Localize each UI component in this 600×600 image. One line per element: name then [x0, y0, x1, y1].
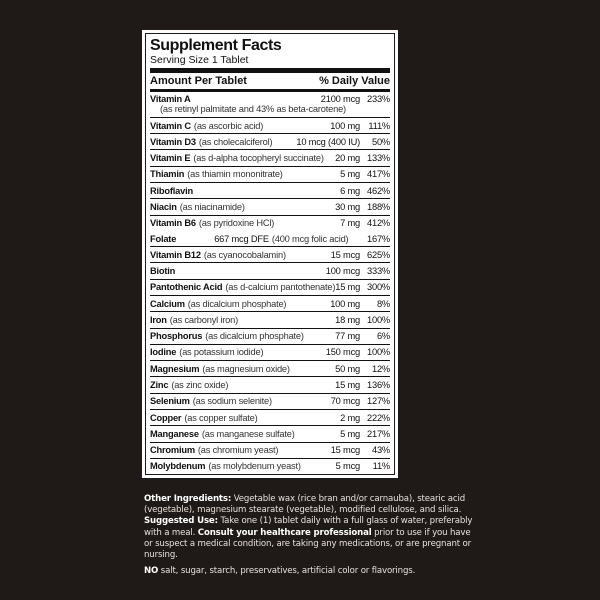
nutrient-row — [150, 345, 390, 361]
nutrient-name: Copper — [150, 412, 182, 423]
nutrient-name: Calcium — [150, 298, 185, 309]
nutrient-amount: 77 mg — [335, 331, 360, 342]
nutrient-dv: 217% — [367, 428, 390, 439]
nutrient-name: Biotin — [150, 266, 176, 277]
nutrient-dv: 167% — [367, 233, 390, 244]
no-label: NO — [144, 566, 159, 577]
suggested-use-text: Take one (1) tablet daily with a full glass of water, preferably with a meal. — [144, 516, 473, 538]
nutrient-row — [150, 459, 390, 474]
nutrient-amount: 100 mg — [330, 298, 360, 309]
nutrient-dv: 127% — [367, 396, 390, 407]
nutrient-source: (as sodium selenite) — [192, 396, 272, 407]
nutrient-name: Zinc — [150, 380, 169, 391]
nutrient-name: Vitamin D3 — [150, 136, 196, 147]
free-from-paragraph — [144, 566, 474, 577]
nutrient-name: Folate — [150, 233, 177, 244]
nutrient-row — [150, 443, 390, 459]
nutrient-dv: 188% — [367, 201, 390, 212]
nutrient-dv: 12% — [371, 363, 390, 374]
nutrient-source: (as molybdenum yeast) — [208, 461, 301, 472]
header-daily-value: % Daily Value — [319, 75, 390, 87]
nutrient-name: Vitamin C — [150, 120, 191, 131]
nutrient-dv: 625% — [367, 249, 390, 260]
nutrient-name: Chromium — [150, 445, 195, 456]
nutrient-row — [150, 280, 390, 296]
nutrient-dv: 133% — [367, 153, 390, 164]
nutrient-amount: 7 mg — [340, 218, 360, 229]
serving-size: Serving Size 1 Tablet — [150, 54, 390, 73]
nutrient-dv: 43% — [371, 445, 390, 456]
nutrient-name: Phosphorus — [150, 331, 203, 342]
nutrient-source: (as thiamin mononitrate) — [187, 169, 283, 180]
nutrient-amount: 667 mcg DFE — [214, 233, 269, 244]
other-ingredients-label: Other Ingredients: — [144, 494, 232, 504]
nutrient-row — [150, 426, 390, 442]
nutrient-row — [150, 263, 390, 279]
nutrient-amount: 6 mg — [340, 185, 360, 196]
nutrient-source: (as d-alpha tocopheryl succinate) — [193, 153, 324, 164]
nutrient-name: Vitamin B6 — [150, 218, 196, 229]
nutrient-name: Pantothenic Acid — [150, 282, 223, 293]
nutrient-source: (as dicalcium phosphate) — [187, 298, 287, 309]
label-notes — [144, 494, 474, 582]
nutrient-name: Vitamin E — [150, 153, 191, 164]
nutrient-source: (as chromium yeast) — [197, 445, 279, 456]
nutrient-row — [150, 183, 390, 199]
nutrient-name: Thiamin — [150, 169, 185, 180]
nutrient-source: (as niacinamide) — [179, 201, 245, 212]
nutrient-dv: 100% — [367, 314, 390, 325]
nutrient-row-folate — [150, 231, 390, 247]
nutrient-name: Iodine — [150, 347, 177, 358]
nutrient-row — [150, 394, 390, 410]
nutrient-dv: 8% — [376, 298, 390, 309]
nutrient-name: Magnesium — [150, 363, 200, 374]
nutrient-amount: 5 mg — [340, 428, 360, 439]
nutrient-source: (as pyridoxine HCl) — [198, 218, 275, 229]
nutrient-row — [150, 150, 390, 166]
nutrient-amount: 70 mcg — [330, 396, 360, 407]
nutrient-name: Selenium — [150, 396, 190, 407]
nutrient-amount: 5 mg — [340, 169, 360, 180]
other-ingredients-text: Vegetable wax (rice bran and/or carnauba), stearic acid (vegetable), magnesium stearate (vegetable), modified cellulose, and silica. — [144, 494, 466, 516]
nutrient-row — [150, 247, 390, 263]
nutrient-source: (as carbonyl iron) — [169, 314, 238, 325]
nutrient-source: (as d-calcium pantothenate) — [225, 282, 336, 293]
nutrient-dv: 100% — [367, 347, 390, 358]
nutrient-dv: 412% — [367, 218, 390, 229]
nutrient-amount: 100 mg — [330, 120, 360, 131]
nutrient-row — [150, 199, 390, 215]
table-header — [150, 73, 390, 92]
nutrient-row — [150, 361, 390, 377]
nutrient-row-vitamin-a — [150, 92, 390, 118]
supplement-facts-panel — [142, 30, 398, 478]
nutrient-name: Molybdenum — [150, 461, 206, 472]
nutrient-amount: 30 mg — [335, 201, 360, 212]
nutrient-row — [150, 118, 390, 134]
nutrient-row — [150, 167, 390, 183]
nutrient-amount: 15 mcg — [330, 445, 360, 456]
nutrient-name: Vitamin A — [150, 94, 191, 105]
nutrient-amount: 50 mg — [335, 363, 360, 374]
nutrient-dv: 11% — [372, 461, 390, 472]
nutrient-dv: 417% — [367, 169, 390, 180]
nutrient-amount: 100 mcg — [325, 266, 360, 277]
nutrient-amount: 15 mg — [335, 282, 361, 293]
nutrient-name: Vitamin B12 — [150, 249, 201, 260]
nutrient-source: (400 mcg folic acid) — [271, 233, 349, 244]
nutrient-row — [150, 312, 390, 328]
nutrient-amount: 15 mg — [335, 380, 360, 391]
consult-text: prior to use if you have or suspect a medical condition, are taking any medications, or are pregnant or nursing. — [144, 527, 472, 561]
consult-label: Consult your healthcare professional — [197, 527, 372, 538]
nutrient-source: (as retinyl palmitate and 43% as beta-carotene) — [160, 104, 346, 115]
nutrient-row — [150, 329, 390, 345]
nutrient-row — [150, 377, 390, 393]
nutrient-amount: 2 mg — [340, 412, 360, 423]
nutrient-dv: 462% — [367, 185, 390, 196]
nutrient-row — [150, 216, 390, 231]
nutrient-source: (as cyanocobalamin) — [203, 249, 286, 260]
nutrient-source: (as dicalcium phosphate) — [205, 331, 304, 342]
header-amount: Amount Per Tablet — [150, 75, 247, 87]
nutrient-source: (as zinc oxide) — [171, 380, 229, 391]
nutrient-dv: 222% — [367, 412, 390, 423]
nutrient-source: (as potassium iodide) — [179, 347, 264, 358]
nutrient-name: Riboflavin — [150, 185, 193, 196]
nutrient-dv: 6% — [376, 331, 390, 342]
nutrient-dv: 233% — [367, 94, 390, 105]
ingredients-paragraph — [144, 494, 474, 561]
free-from-text: salt, sugar, starch, preservatives, artificial color or flavorings. — [158, 566, 416, 577]
nutrient-source: (as copper sulfate) — [184, 412, 258, 423]
nutrient-source: (as cholecalciferol) — [198, 136, 273, 147]
nutrient-row — [150, 410, 390, 426]
nutrient-name: Manganese — [150, 428, 199, 439]
nutrient-amount: 20 mg — [335, 153, 360, 164]
nutrient-dv: 136% — [367, 380, 390, 391]
nutrient-dv: 300% — [367, 282, 390, 293]
panel-title: Supplement Facts — [150, 37, 282, 54]
nutrient-source: (as manganese sulfate) — [201, 428, 295, 439]
nutrient-dv: 111% — [368, 120, 390, 131]
nutrient-amount: 18 mg — [335, 314, 360, 325]
nutrient-amount: 2100 mcg — [320, 94, 360, 105]
nutrient-amount: 150 mcg — [325, 347, 360, 358]
suggested-use-label: Suggested Use: — [144, 516, 218, 527]
nutrient-source: (as magnesium oxide) — [202, 363, 290, 374]
supplement-facts-border — [145, 33, 395, 475]
nutrient-row — [150, 296, 390, 312]
nutrient-name: Niacin — [150, 201, 177, 212]
nutrient-amount: 5 mcg — [335, 461, 360, 472]
nutrient-dv: 333% — [367, 266, 390, 277]
nutrient-amount: 10 mcg (400 IU) — [296, 136, 360, 147]
nutrient-amount: 15 mcg — [330, 249, 360, 260]
nutrient-dv: 50% — [371, 136, 390, 147]
nutrient-row — [150, 134, 390, 150]
nutrient-source: (as ascorbic acid) — [193, 120, 264, 131]
nutrient-name: Iron — [150, 314, 167, 325]
